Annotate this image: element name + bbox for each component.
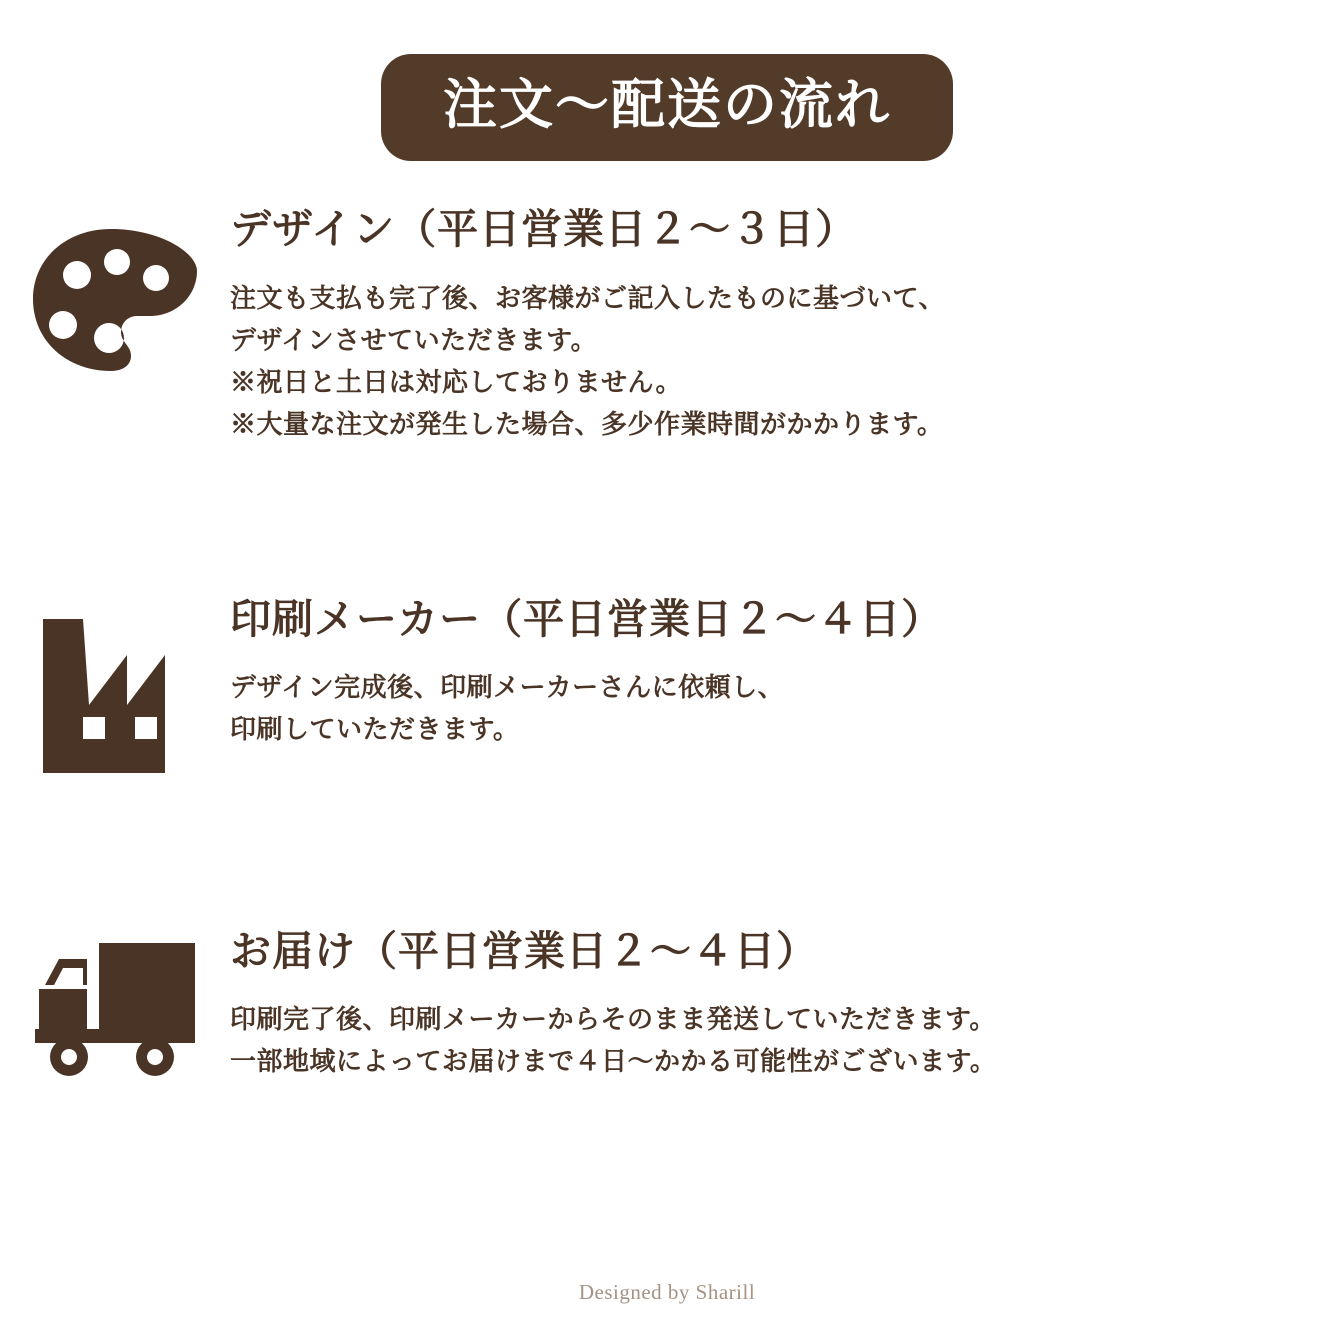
step-delivery-line-1: 印刷完了後、印刷メーカーからそのまま発送していただきます。: [230, 1004, 996, 1035]
footer: [0, 1280, 1334, 1305]
page-title: 注文〜配送の流れ: [443, 75, 891, 135]
step-design: [0, 205, 1334, 445]
factory-icon: [25, 609, 205, 777]
step-delivery-description: [230, 998, 996, 1082]
step-printing-description: [230, 666, 943, 750]
title-banner: [381, 54, 953, 161]
step-design-line-4: ※大量な注文が発生した場合、多少作業時間がかかります。: [230, 408, 944, 439]
step-delivery-body: [230, 927, 996, 1082]
step-printing-body: [230, 595, 943, 750]
step-printing-heading: 印刷メーカー（平日営業日２〜４日）: [230, 596, 944, 643]
step-printing-icon-wrap: [0, 595, 230, 777]
step-printing-line-2: 印刷していただきます。: [230, 714, 520, 745]
step-design-icon-wrap: [0, 205, 230, 391]
title-section: [0, 0, 1334, 161]
step-design-line-3: ※祝日と土日は対応しておりません。: [230, 366, 683, 397]
step-design-body: [230, 205, 945, 445]
palette-icon: [25, 223, 205, 391]
step-printing-line-1: デザイン完成後、印刷メーカーさんに依頼し、: [230, 672, 785, 703]
footer-credit: Designed by Sharill: [578, 1280, 756, 1304]
step-delivery-icon-wrap: [0, 927, 230, 1087]
step-design-heading: デザイン（平日営業日２〜３日）: [230, 206, 858, 253]
step-design-description: [230, 277, 945, 445]
step-printing: [0, 595, 1334, 777]
truck-icon: [25, 937, 205, 1087]
step-design-line-1: 注文も支払も完了後、お客様がご記入したものに基づいて、: [230, 282, 945, 313]
step-delivery-line-2: 一部地域によってお届けまで４日〜かかる可能性がございます。: [230, 1046, 997, 1077]
step-delivery-heading: お届け（平日営業日２〜４日）: [230, 928, 818, 975]
step-delivery: [0, 927, 1334, 1087]
steps-list: [0, 205, 1334, 1087]
step-design-line-2: デザインさせていただきます。: [230, 324, 598, 355]
